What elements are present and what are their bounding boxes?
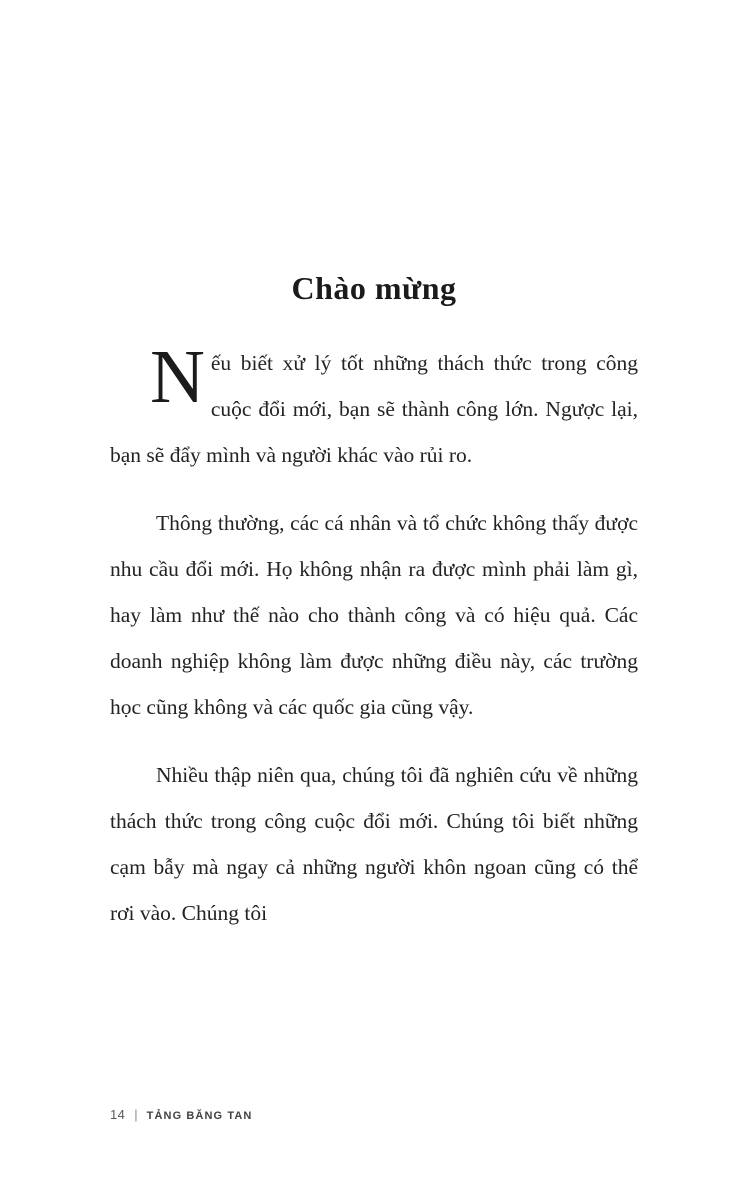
paragraph-with-drop-cap (110, 335, 638, 478)
page-footer (110, 1107, 252, 1122)
chapter-title: Chào mừng (291, 270, 457, 306)
paragraph-text: Nhiều thập niên qua, chúng tôi đã nghiên cứu về những thách thức trong công cuộc đổi mới. Chúng tôi biết những cạm bẫy mà ngay cả những người khôn ngoan cũng có thể rơi vào. Chúng tôi (110, 763, 638, 925)
page-content (110, 268, 638, 958)
drop-cap-letter: N (150, 335, 205, 419)
paragraph-text: ếu biết xử lý tốt những thách thức trong công cuộc đổi mới, bạn sẽ thành công lớn. Ngược lại, bạn sẽ đẩy mình và người khác vào rủi ro. (110, 351, 638, 467)
running-head-title: TẢNG BĂNG TAN (146, 1110, 253, 1122)
footer-separator: | (134, 1107, 138, 1122)
page-number: 14 (110, 1107, 126, 1122)
paragraph-text: Thông thường, các cá nhân và tổ chức không thấy được nhu cầu đổi mới. Họ không nhận ra được mình phải làm gì, hay làm như thế nào cho thành công và có hiệu quả. Các doanh nghiệp không làm được những điều này, các trường học cũng không và các quốc gia cũng vậy. (110, 511, 638, 719)
